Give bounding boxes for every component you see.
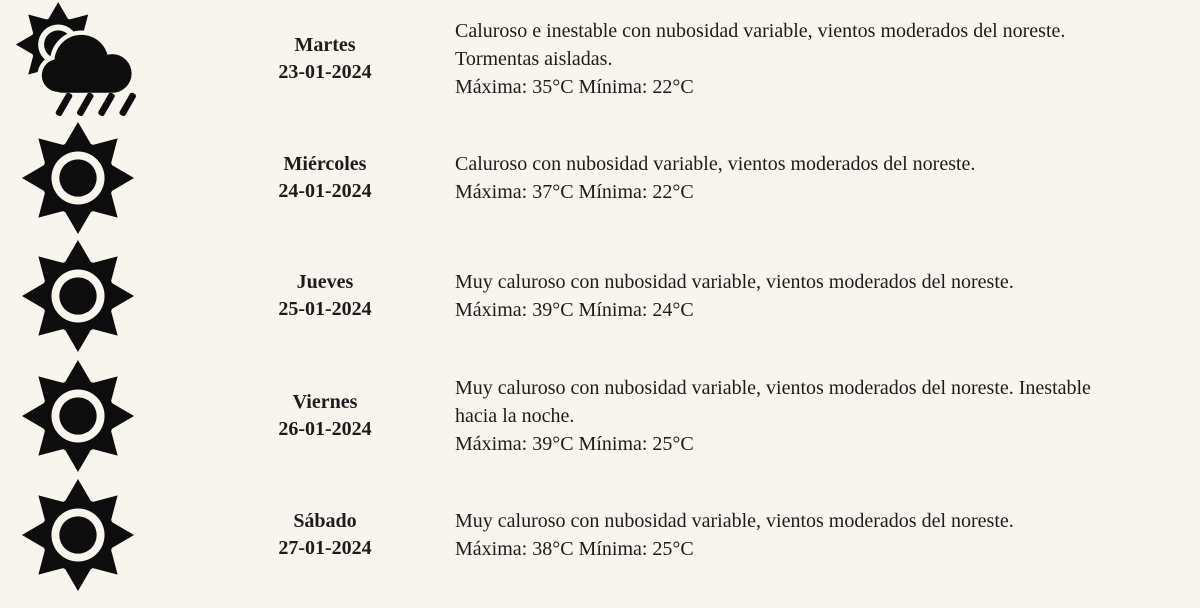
description-line: Muy caluroso con nubosidad variable, vientos moderados del noreste. [455, 510, 1014, 532]
day-name: Jueves [296, 271, 354, 293]
temperature-line: Máxima: 37°C Mínima: 22°C [455, 181, 694, 203]
temperature-line: Máxima: 39°C Mínima: 24°C [455, 299, 694, 321]
day-name: Martes [294, 34, 356, 56]
forecast-description [455, 17, 1195, 101]
forecast-row-sabado [0, 475, 1200, 595]
description-line: Muy caluroso con nubosidad variable, vientos moderados del noreste. Inestable [455, 377, 1091, 399]
weather-icon-cell [0, 475, 156, 595]
day-date: 23-01-2024 [278, 61, 372, 83]
forecast-row-jueves [0, 236, 1200, 356]
weather-icon-cell [0, 0, 156, 119]
sun-icon [19, 357, 137, 475]
weather-icon-cell [0, 356, 156, 476]
day-cell [230, 151, 420, 205]
forecast-description [455, 374, 1195, 458]
forecast-description [455, 150, 1195, 206]
temperature-line: Máxima: 38°C Mínima: 25°C [455, 538, 694, 560]
day-cell [230, 32, 420, 86]
temperature-line: Máxima: 35°C Mínima: 22°C [455, 76, 694, 98]
day-name: Sábado [293, 510, 357, 532]
forecast-row-viernes [0, 356, 1200, 476]
day-date: 27-01-2024 [278, 537, 372, 559]
day-name: Viernes [292, 391, 358, 413]
day-cell [230, 269, 420, 323]
description-line: hacia la noche. [455, 405, 575, 427]
sun-icon [19, 476, 137, 594]
description-line: Caluroso e inestable con nubosidad variable, vientos moderados del noreste. [455, 20, 1066, 42]
description-line: Caluroso con nubosidad variable, vientos moderados del noreste. [455, 153, 976, 175]
day-date: 24-01-2024 [278, 180, 372, 202]
forecast-row-miercoles [0, 118, 1200, 238]
day-name: Miércoles [283, 153, 367, 175]
description-line: Tormentas aisladas. [455, 48, 613, 70]
description-line: Muy caluroso con nubosidad variable, vientos moderados del noreste. [455, 271, 1014, 293]
forecast-description [455, 507, 1195, 563]
day-date: 26-01-2024 [278, 418, 372, 440]
forecast-row-martes [0, 0, 1200, 119]
day-date: 25-01-2024 [278, 298, 372, 320]
weather-icon-cell [0, 118, 156, 238]
day-cell [230, 389, 420, 443]
sun-icon [19, 119, 137, 237]
temperature-line: Máxima: 39°C Mínima: 25°C [455, 433, 694, 455]
sun-behind-rain-cloud-icon [8, 0, 148, 118]
day-cell [230, 508, 420, 562]
sun-icon [19, 237, 137, 355]
weather-icon-cell [0, 236, 156, 356]
forecast-description [455, 268, 1195, 324]
